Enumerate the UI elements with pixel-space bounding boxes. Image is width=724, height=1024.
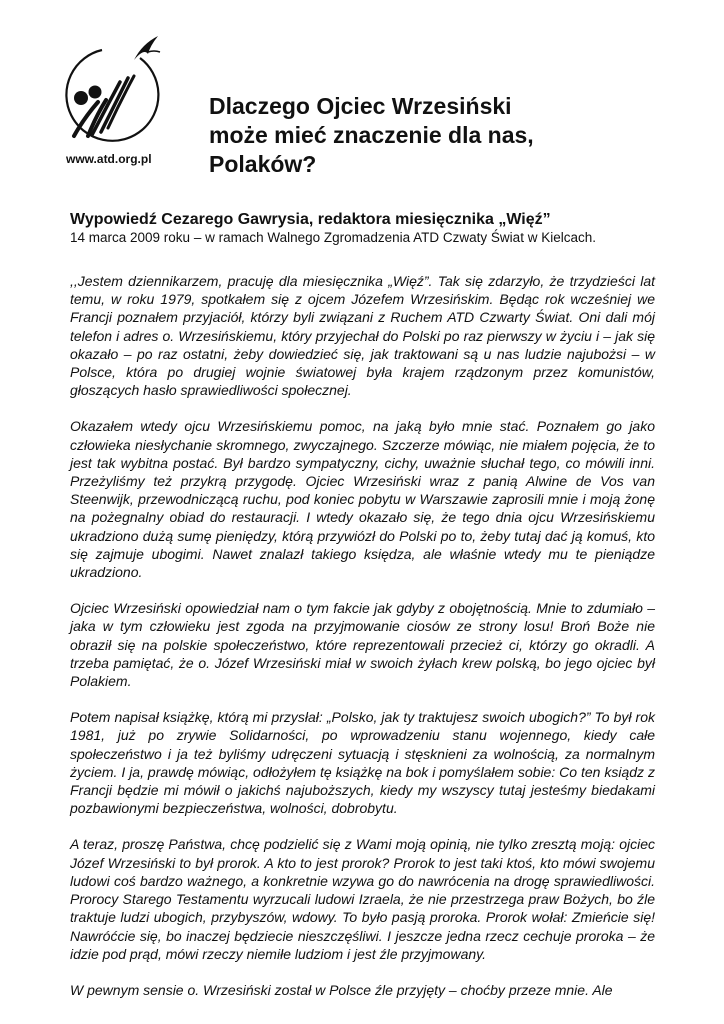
website-url[interactable]: www.atd.org.pl — [66, 152, 152, 166]
paragraph: Okazałem wtedy ojcu Wrzesińskiemu pomoc, na jaką było mnie stać. Poznałem go jako człowieka niesłychanie skromnego, zwyczajnego. Szczerze mówiąc, nie miałem pojęcia, że to jest tak wybitna postać. Był bardzo sympatyczny, cichy, uważnie słuchał tego, co mówili inni. Przeżyliśmy też przykrą przygodę. Ojciec Wrzesiński wraz z panią Alwine de Vos van Steenwijk, przewodniczącą ruchu, pod koniec pobytu w Warszawie zaprosili mnie i moją żonę na pożegnalny obiad do restauracji. I wtedy okazało się, że tego dnia ojcu Wrzesińskiemu ukradziono dużą sumę pieniędzy, którą przywiózł do Polski po to, żeby tutaj dać ją komuś, kto się zajmuje ubogimi. Nawet znalazł takiego księdza, ale właśnie wtedy mu te pieniądze ukradziono. — [70, 418, 655, 581]
subheader-dateline: 14 marca 2009 roku – w ramach Walnego Zgromadzenia ATD Czwaty Świat w Kielcach. — [70, 230, 596, 245]
article-body — [70, 272, 655, 1017]
page-title — [209, 92, 534, 179]
atd-logo-icon — [62, 32, 162, 142]
paragraph: Potem napisał książkę, którą mi przysłał: „Polsko, jak ty traktujesz swoich ubogich?” To był rok 1981, już po zrywie Solidarności, po wprowadzeniu stanu wojennego, kiedy całe społeczeństwo i ja też byliśmy udręczeni sytuacją i stęsknieni za wolnością, za normalnym życiem. I ja, prawdę mówiąc, odłożyłem tę książkę na bok i pomyślałem sobie: Co ten ksiądz z Francji będzie mi mówił o jakichś najuboższych, kiedy my wszyscy tutaj jesteśmy biedakami pozbawionymi bezpieczeństwa, wolności, dobrobytu. — [70, 709, 655, 817]
title-line: Dlaczego Ojciec Wrzesiński — [209, 93, 512, 119]
paragraph: Ojciec Wrzesiński opowiedział nam o tym fakcie jak gdyby z obojętnością. Mnie to zdumiało – jaka w tym człowieku jest zgoda na przyjmowanie ciosów ze strony losu! Broń Boże nie obraził się na polskie społeczeństwo, które reprezentowali przecież ci, którzy go okradli. A trzeba pamiętać, że o. Józef Wrzesiński miał w swoich żyłach krew polską, bo jego ojciec był Polakiem. — [70, 600, 655, 690]
title-line: Polaków? — [209, 151, 317, 177]
subheader-heading: Wypowiedź Cezarego Gawrysia, redaktora miesięcznika „Więź” — [70, 211, 551, 228]
title-line: może mieć znaczenie dla nas, — [209, 122, 534, 148]
paragraph: W pewnym sensie o. Wrzesiński został w Polsce źle przyjęty – choćby przeze mnie. Ale — [70, 981, 613, 998]
paragraph: ,,Jestem dziennikarzem, pracuję dla miesięcznika „Więź”. Tak się zdarzyło, że trzydzieści lat temu, w roku 1979, spotkałem się z ojcem Józefem Wrzesińskim. Będąc rok wcześniej we Francji poznałem przyjaciół, którzy byli związani z Ruchem ATD Czwarty Świat. Oni dali mój telefon i adres o. Wrzesińskiemu, który przyjechał do Polski po raz pierwszy w życiu i – jak się okazało – po raz ostatni, żeby dowiedzieć się, jak traktowani są u nas ludzie najubożsi – w Polsce, która po drugiej wojnie światowej była krajem rządzonym przez komunistów, głoszących hasło sprawiedliwości społecznej. — [70, 273, 655, 399]
paragraph: A teraz, proszę Państwa, chcę podzielić się z Wami moją opinią, nie tylko zresztą moją: ojciec Józef Wrzesiński to był prorok. A kto to jest prorok? Prorok to jest taki ktoś, kto mówi swojemu ludowi coś bardzo ważnego, a konkretnie wzywa go do nawrócenia na drogę sprawiedliwości. Prorocy Starego Testamentu wyrzucali ludowi Izraela, że nie przestrzega praw Bożych, bo źle traktuje ludzi ubogich, przybyszów, wdowy. To było pasją proroka. Prorok wołał: Zmieńcie się! Nawróćcie się, bo inaczej będziecie nieszczęśliwi. I jeszcze jedna rzecz cechuje proroka – że idzie pod prąd, mówi rzeczy niemiłe ludziom i jest źle przyjmowany. — [70, 836, 655, 962]
subheader — [70, 210, 670, 246]
